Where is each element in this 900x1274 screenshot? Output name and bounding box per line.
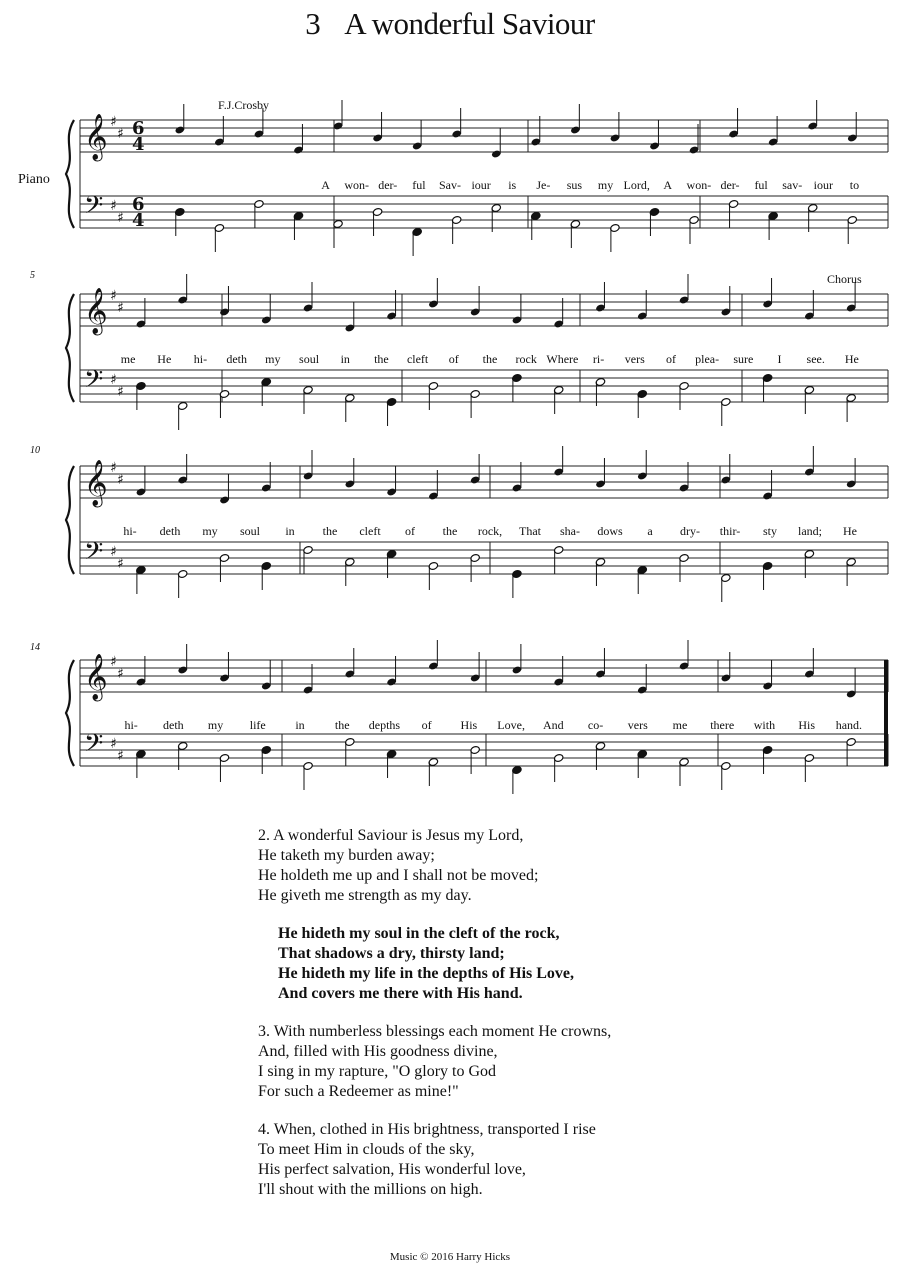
lyric-syllable: the: [334, 718, 350, 732]
lyric-syllable: with: [753, 718, 776, 732]
lyric-syllable: in: [340, 352, 350, 366]
lyric-syllable: my: [597, 178, 614, 192]
lyric-syllable: my: [202, 524, 218, 538]
lyric-syllable: His: [460, 718, 478, 732]
verse-line: For such a Redeemer as mine!": [258, 1083, 459, 1100]
lyric-syllable: Where: [546, 352, 579, 366]
lyric-syllable: there: [710, 718, 735, 732]
clefs: [84, 114, 145, 764]
verse-line: He taketh my burden away;: [258, 847, 435, 864]
lyricist-credit: F.J.Crosby: [218, 98, 270, 112]
lyric-syllable: my: [265, 352, 281, 366]
lyric-syllable: der-: [720, 178, 740, 192]
lyric-syllable: to: [849, 178, 860, 192]
lyric-syllable: iour: [813, 178, 833, 192]
verse-line: I'll shout with the millions on high.: [258, 1181, 483, 1198]
svg-text:♯: ♯: [110, 198, 117, 214]
lyric-syllable: me: [120, 352, 136, 366]
lyric-syllable: rock: [515, 352, 537, 366]
lyric-syllable: my: [207, 718, 224, 732]
lyric-syllable: the: [374, 352, 389, 366]
svg-text:♯: ♯: [110, 736, 117, 752]
lyric-syllable: That: [519, 524, 541, 538]
lyric-syllable: in: [295, 718, 305, 732]
lyric-syllable: a: [647, 524, 653, 538]
measure-number-10: 10: [30, 445, 40, 456]
lyric-syllable: vers: [627, 718, 648, 732]
lyric-syllable: co-: [587, 718, 604, 732]
svg-text:♯: ♯: [110, 654, 117, 670]
lyric-syllable: rock,: [477, 524, 503, 538]
svg-text:𝄢: 𝄢: [84, 537, 104, 572]
svg-text:♯: ♯: [110, 114, 117, 130]
chorus-line: And covers me there with His hand.: [278, 985, 523, 1002]
lyric-syllable: sav-: [782, 178, 803, 192]
lyric-syllable: sure: [733, 352, 754, 366]
lyric-syllable: life: [249, 718, 266, 732]
svg-text:♯: ♯: [117, 472, 124, 488]
lyric-syllable: iour: [471, 178, 491, 192]
lyric-syllable: A: [663, 178, 673, 192]
chorus-line: He hideth my soul in the cleft of the rock,: [278, 925, 560, 942]
lyric-syllable: the: [482, 352, 498, 366]
lyric-syllable: the: [442, 524, 458, 538]
chorus-marker: Chorus: [827, 272, 862, 286]
verse-line: 4. When, clothed in His brightness, transported I rise: [258, 1121, 596, 1138]
svg-text:♯: ♯: [117, 748, 124, 764]
lyric-syllable: deth: [162, 718, 184, 732]
lyric-syllable: dry-: [680, 524, 700, 538]
hymn-number: 3: [305, 6, 321, 41]
lyric-syllable: He: [844, 352, 859, 366]
svg-text:♯: ♯: [110, 372, 117, 388]
verse-line: His perfect salvation, His wonderful love,: [258, 1161, 526, 1178]
lyric-syllable: is: [508, 178, 517, 192]
lyric-syllable: me: [672, 718, 688, 732]
lyric-syllable: Sav-: [439, 178, 461, 192]
lyric-syllable: see.: [806, 352, 825, 366]
svg-text:4: 4: [132, 210, 145, 231]
verse-line: And, filled with His goodness divine,: [258, 1043, 498, 1060]
svg-text:𝄢: 𝄢: [84, 729, 104, 764]
verse-line: He holdeth me up and I shall not be moved;: [258, 867, 539, 884]
lyric-syllable: I: [777, 352, 782, 366]
lyric-syllable: dows: [597, 524, 623, 538]
svg-text:𝄞: 𝄞: [84, 288, 108, 334]
verse-line: He giveth me strength as my day.: [258, 887, 472, 904]
lyric-syllable: His: [798, 718, 815, 732]
lyric-syllable: sus: [566, 178, 583, 192]
svg-text:♯: ♯: [117, 210, 124, 226]
lyric-syllable: A: [321, 178, 330, 192]
svg-text:𝄢: 𝄢: [84, 365, 104, 400]
lyric-syllable: hi-: [124, 718, 138, 732]
verse-2: [258, 826, 858, 906]
svg-text:6: 6: [132, 118, 145, 139]
lyric-syllable: of: [405, 524, 415, 538]
lyric-syllable: hi-: [193, 352, 208, 366]
lyric-syllable: Lord,: [623, 178, 650, 192]
lyric-syllable: deth: [159, 524, 181, 538]
lyric-syllable: hi-: [123, 524, 137, 538]
lyric-syllable: sha-: [560, 524, 580, 538]
lyric-syllable: He: [157, 352, 172, 366]
lyric-syllable: deth: [226, 352, 247, 366]
lyric-syllable: He: [843, 524, 857, 538]
lyric-syllable: depths: [368, 718, 401, 732]
svg-text:♯: ♯: [117, 300, 124, 316]
lyric-syllable: vers: [624, 352, 645, 366]
verses-section: [258, 826, 858, 1218]
svg-text:♯: ♯: [117, 384, 124, 400]
lyric-syllable: land;: [798, 524, 822, 538]
barlines: [80, 120, 888, 766]
svg-text:6: 6: [132, 194, 145, 215]
lyric-syllable: ful: [412, 178, 426, 192]
lyric-syllable: in: [285, 524, 295, 538]
svg-text:♯: ♯: [117, 556, 124, 572]
lyric-syllable: ri-: [592, 352, 605, 366]
lyric-syllable: cleft: [406, 352, 429, 366]
lyric-syllable: of: [665, 352, 676, 366]
svg-text:𝄞: 𝄞: [84, 114, 108, 160]
svg-text:𝄞: 𝄞: [84, 460, 108, 506]
lyric-syllable: cleft: [359, 524, 381, 538]
grand-staff-braces: [66, 120, 74, 766]
svg-text:♯: ♯: [110, 544, 117, 560]
hymn-title: A wonderful Saviour: [344, 6, 595, 41]
chorus-line: He hideth my life in the depths of His Love,: [278, 965, 575, 982]
verse-line: I sing in my rapture, "O glory to God: [258, 1063, 497, 1080]
lyric-syllable: And: [542, 718, 564, 732]
verse-4: [258, 1120, 858, 1200]
lyric-syllable: soul: [299, 352, 320, 366]
verse-line: 2. A wonderful Saviour is Jesus my Lord,: [258, 827, 524, 844]
svg-text:4: 4: [132, 134, 145, 155]
lyric-syllable: plea-: [695, 352, 720, 366]
svg-text:♯: ♯: [117, 666, 124, 682]
lyric-syllable: Love,: [497, 718, 525, 732]
measure-number-5: 5: [30, 270, 35, 281]
lyric-syllable: of: [421, 718, 432, 732]
instrument-label: Piano: [18, 172, 50, 187]
lyric-syllable: sty: [762, 524, 778, 538]
verse-line: To meet Him in clouds of the sky,: [258, 1141, 475, 1158]
lyric-syllable: won-: [686, 178, 712, 192]
svg-text:𝄞: 𝄞: [84, 654, 108, 700]
lyric-syllable: of: [448, 352, 459, 366]
svg-text:♯: ♯: [110, 288, 117, 304]
staff-lines: [80, 120, 888, 766]
lyric-syllable: won-: [344, 178, 369, 192]
lyric-syllable: the: [322, 524, 338, 538]
verse-line: 3. With numberless blessings each moment He crowns,: [258, 1023, 612, 1040]
lyric-syllable: Je-: [536, 178, 551, 192]
lyric-syllable: thir-: [719, 524, 741, 538]
copyright-footer: Music © 2016 Harry Hicks: [389, 1251, 511, 1263]
chorus-text: [278, 924, 858, 1004]
chorus-line: That shadows a dry, thirsty land;: [278, 945, 505, 962]
lyric-syllable: hand.: [835, 718, 863, 732]
lyric-syllable: der-: [378, 178, 398, 192]
measure-number-14: 14: [30, 642, 40, 653]
svg-text:♯: ♯: [117, 126, 124, 142]
svg-text:♯: ♯: [110, 460, 117, 476]
lyric-syllable: ful: [754, 178, 768, 192]
lyric-syllable: soul: [239, 524, 261, 538]
svg-text:𝄢: 𝄢: [84, 191, 104, 226]
verse-3: [258, 1022, 858, 1102]
